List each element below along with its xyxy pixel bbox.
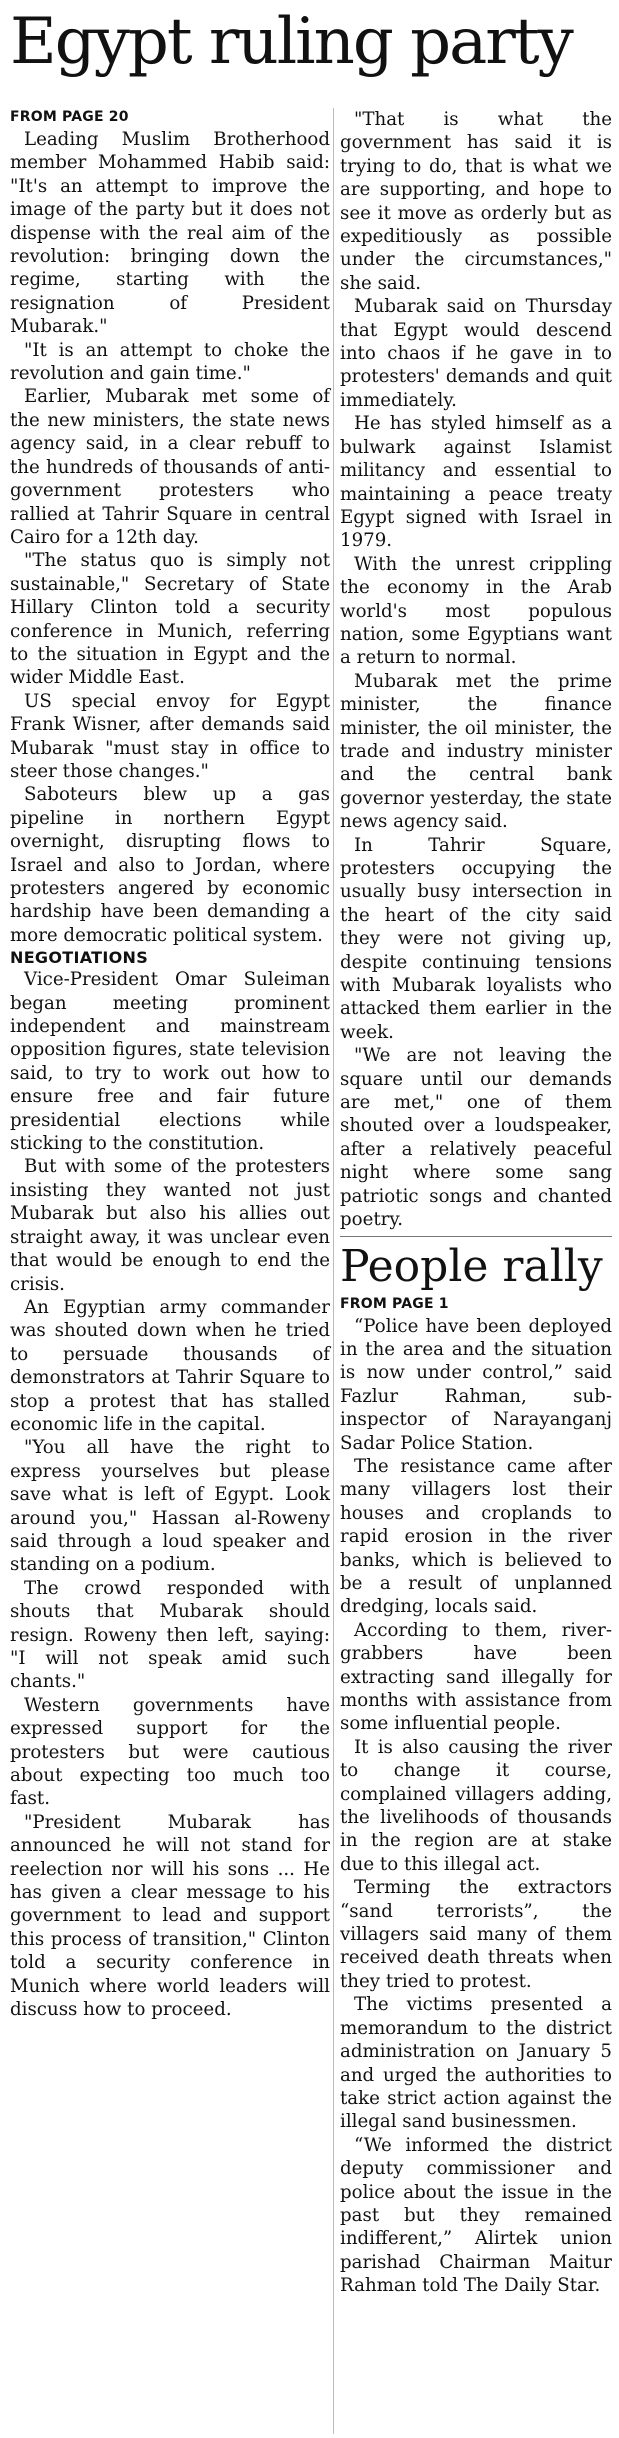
paragraph: Leading Muslim Brotherhood member Mohammed Habib said: "It's an attempt to improve the image of the party but it does not dispense with the real aim of the revolution: bringing down the regime, starting with the resignation of President Mubarak." [10, 129, 330, 338]
article2-headline: People rally [340, 1240, 603, 1292]
paragraph: "President Mubarak has announced he will not stand for reelection nor will his sons ... He has given a clear message to his government to lead and support this process of transition," Clinton told a security conference in Munich where world leaders will discuss how to proceed. [10, 1811, 330, 2021]
article1-left-body-part1 [10, 128, 330, 947]
paragraph: Terming the extractors “sand terrorists”, the villagers said many of them received death threats when they tried to protest. [340, 1877, 612, 1992]
paragraph: With the unrest crippling the economy in the Arab world's most populous nation, some Egyptians want a return to normal. [340, 553, 612, 669]
subhead-negotiations: NEGOTIATIONS [10, 948, 149, 968]
paragraph: An Egyptian army commander was shouted down when he tried to persuade thousands of demonstrators at Tahrir Square to stop a protest that has stalled economic life in the capital. [10, 1296, 330, 1435]
article1-left-body-part2 [10, 968, 330, 2021]
paragraph: He has styled himself as a bulwark against Islamist militancy and essential to maintaining a peace treaty Egypt signed with Israel in 1979. [340, 413, 612, 552]
kicker-from-page-20: FROM PAGE 20 [10, 109, 129, 125]
paragraph: The crowd responded with shouts that Mubarak should resign. Roweny then left, saying: "I will not speak amid such chants." [10, 1577, 330, 1693]
article1-right-body [340, 108, 612, 1232]
paragraph: "That is what the government has said it is trying to do, that is what we are supporting, and hope to see it move as orderly but as expeditiously as possible under the circumstances," she said. [340, 109, 612, 294]
paragraph: “We informed the district deputy commissioner and police about the issue in the past but they remained indifferent,” Alirtek union parishad Chairman Maitur Rahman told The Daily Star. [340, 2134, 612, 2297]
paragraph: "It is an attempt to choke the revolution and gain time." [10, 339, 330, 385]
column-divider [333, 108, 334, 2434]
paragraph: It is also causing the river to change it course, complained villagers adding, the livelihoods of thousands in the region are at stake due to this illegal act. [340, 1736, 612, 1875]
paragraph: Mubarak said on Thursday that Egypt would descend into chaos if he gave in to protesters' demands and quit immediately. [340, 296, 612, 411]
paragraph: Mubarak met the prime minister, the finance minister, the oil minister, the trade and industry minister and the central bank governor yesterday, the state news agency said. [340, 670, 612, 833]
paragraph: But with some of the protesters insisting they wanted not just Mubarak but also his allies out straight away, it was unclear even that would be enough to end the crisis. [10, 1156, 330, 1295]
paragraph: According to them, river-grabbers have been extracting sand illegally for months with assistance from some influential people. [340, 1619, 612, 1735]
headline: Egypt ruling party [10, 5, 572, 79]
paragraph: In Tahrir Square, protesters occupying the usually busy intersection in the heart of the city said they were not giving up, despite continuing tensions with Mubarak loyalists who attacked them earlier in the week. [340, 834, 612, 1043]
right-column [340, 108, 612, 2298]
left-column [10, 108, 330, 2022]
paragraph: Vice-President Omar Suleiman began meeting prominent independent and mainstream opposition figures, state television said, to try to work out how to ensure free and fair future presidential elections while sticking to the constitution. [10, 969, 330, 1155]
paragraph: Western governments have expressed support for the protesters but were cautious about expecting too much too fast. [10, 1694, 330, 1810]
paragraph: "We are not leaving the square until our demands are met," one of them shouted over a loudspeaker, after a relatively peaceful night where some sang patriotic songs and chanted poetry. [340, 1045, 612, 1231]
paragraph: “Police have been deployed in the area and the situation is now under control,” said Fazlur Rahman, sub-inspector of Narayanganj Sadar Police Station. [340, 1315, 612, 1454]
article-separator [340, 1236, 612, 1237]
article2-body [340, 1315, 612, 2298]
paragraph: "You all have the right to express yourselves but please save what is left of Egypt. Look around you," Hassan al-Roweny said through a loud speaker and standing on a podium. [10, 1437, 330, 1576]
kicker-from-page-1: FROM PAGE 1 [340, 1295, 449, 1312]
paragraph: US special envoy for Egypt Frank Wisner, after demands said Mubarak "must stay in office to steer those changes." [10, 690, 330, 782]
paragraph: The resistance came after many villagers lost their houses and croplands to rapid erosion in the river banks, which is believed to be a result of unplanned dredging, locals said. [340, 1455, 612, 1618]
paragraph: "The status quo is simply not sustainable," Secretary of State Hillary Clinton told a security conference in Munich, referring to the situation in Egypt and the wider Middle East. [10, 550, 330, 689]
paragraph: Earlier, Mubarak met some of the new ministers, the state news agency said, in a clear rebuff to the hundreds of thousands of anti-government protesters who rallied at Tahrir Square in central Cairo for a 12th day. [10, 386, 330, 548]
paragraph: Saboteurs blew up a gas pipeline in northern Egypt overnight, disrupting flows to Israel and also to Jordan, where protesters angered by economic hardship have been demanding a more democratic political system. [10, 784, 330, 946]
paragraph: The victims presented a memorandum to the district administration on January 5 and urged the authorities to take strict action against the illegal sand businessmen. [340, 1994, 612, 2133]
